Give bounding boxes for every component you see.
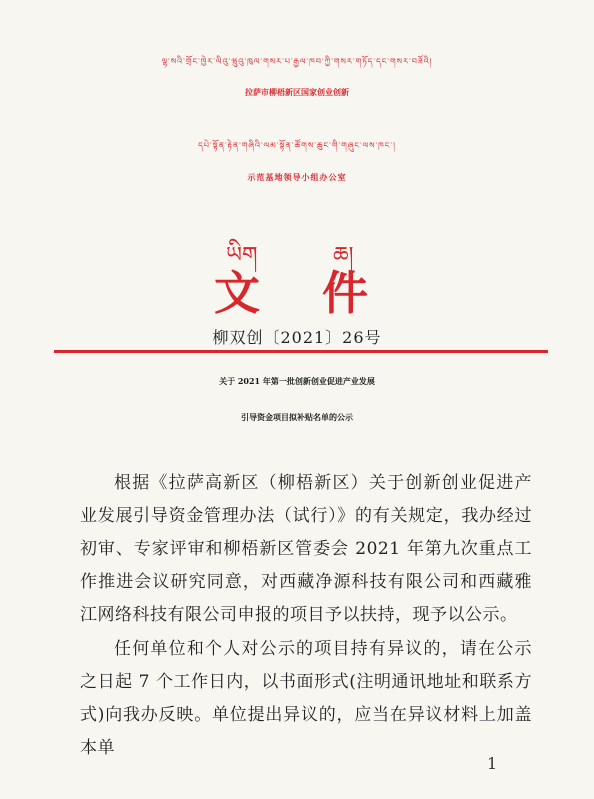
letterhead-tibetan-line-1: ལྷ་སའི་གྲོང་ཁྱེར་ལིའུ་ཝུའུ་ཁུལ་གསར་པ་རྒྱལ་ཁབ་ཀྱི་གསར་གཏོད་དང་གསར་བཟོའི། [161, 57, 433, 66]
document-number: 柳双创〔2021〕26号 [212, 328, 382, 347]
body-paragraph-1: 根据《拉萨高新区（柳梧新区）关于创新创业促进产业发展引导资金管理办法（试行）》的有关规定，我办经过初审、专家评审和柳梧新区管委会 2021 年第九次重点工作推进会议研究同意，对西藏净源科技有限公司和西藏雅江网络科技有限公司申报的项目予以扶持，现予以公示。 [80, 473, 532, 625]
doc-type-tibetan-a: ཡིག [226, 243, 258, 268]
letterhead-tibetan-line-2: དཔེ་སྟོན་རྟེན་གཞིའི་ལམ་སྟོན་ཚོགས་ཆུང་གི་གཞུང་ལས་ཁང་། [198, 141, 396, 150]
red-divider-rule [54, 350, 548, 353]
letterhead-org-line-1: 拉萨市柳梧新区国家创业创新 [245, 87, 349, 97]
page-number: 1 [487, 754, 498, 773]
letterhead-org-line-2: 示范基地领导小组办公室 [247, 172, 347, 182]
doc-type-char-jian: 件 [322, 266, 368, 320]
doc-type-char-wen: 文 [214, 266, 260, 320]
document-title-line-2: 引导资金项目拟补贴名单的公示 [241, 412, 353, 422]
doc-type-tibetan-b: ཆ། [333, 243, 354, 268]
body-paragraph-2: 任何单位和个人对公示的项目持有异议的，请在公示之日起 7 个工作日内，以书面形式(注明通讯地址和联系方式)向我办反映。单位提出异议的，应当在异议材料上加盖本单 [80, 639, 532, 758]
document-title-line-1: 关于 2021 年第一批创新创业促进产业发展 [219, 376, 375, 386]
